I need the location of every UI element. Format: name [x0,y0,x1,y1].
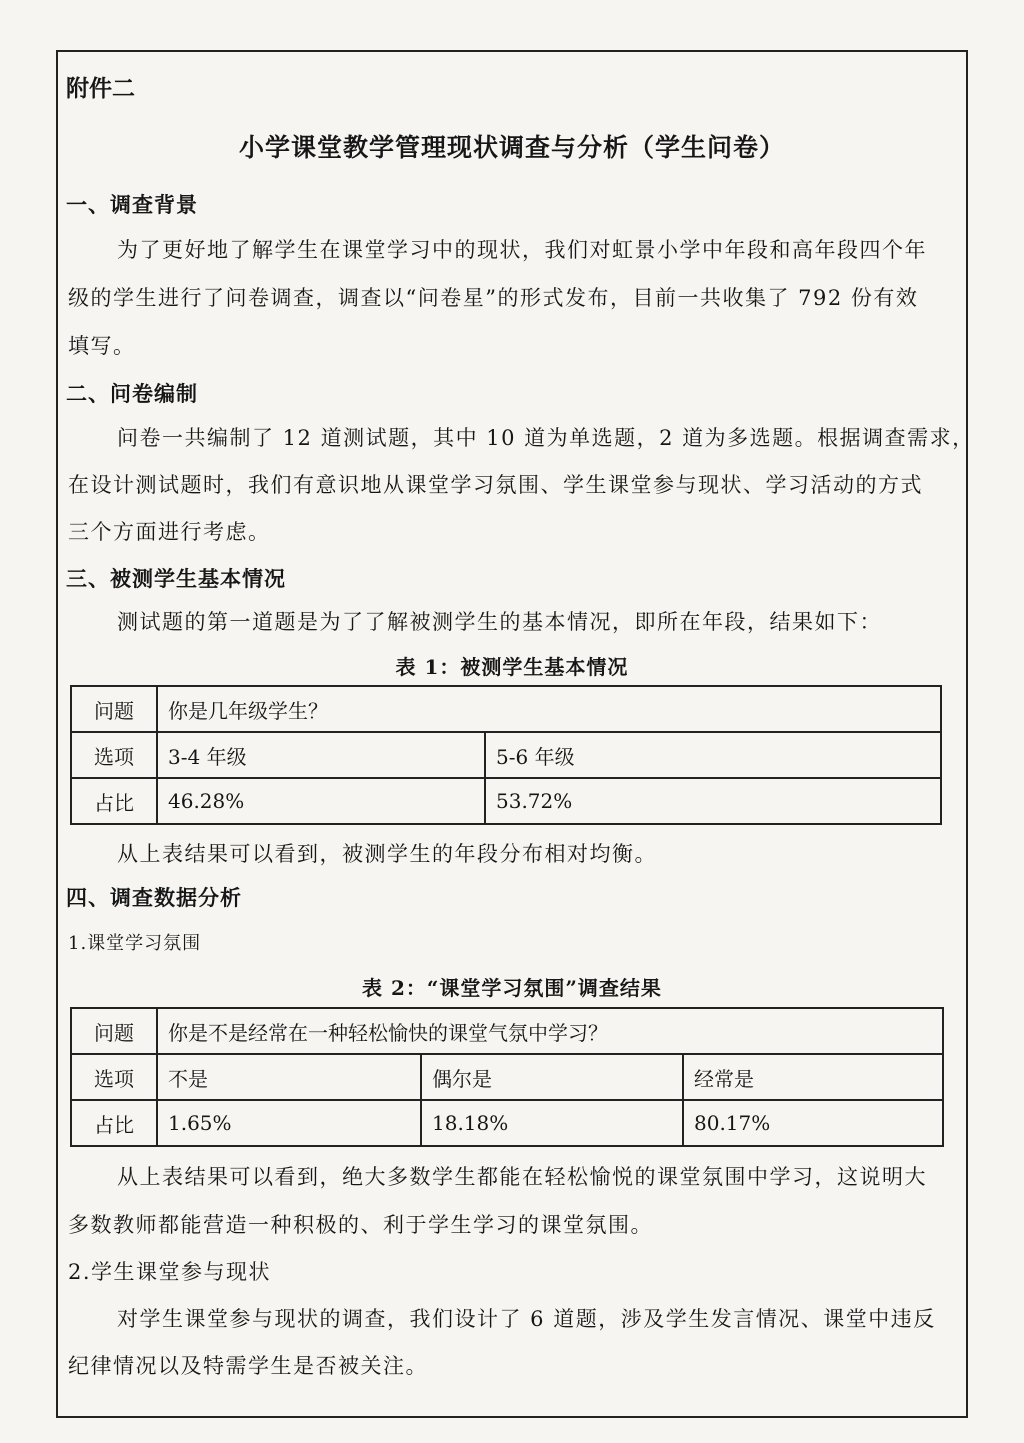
table-cell: 1.65% [157,1100,421,1146]
table-cell: 占比 [71,778,157,824]
table-cell: 5-6 年级 [485,732,941,778]
table-cell: 你是不是经常在一种轻松愉快的课堂气氛中学习？ [157,1008,943,1054]
table-row [71,732,941,778]
table-cell: 占比 [71,1100,157,1146]
table-cell: 问题 [71,686,157,732]
table-cell: 问题 [71,1008,157,1054]
table-cell: 选项 [71,1054,157,1100]
table-cell: 偶尔是 [421,1054,683,1100]
table-2-caption: 表 2：“课堂学习氛围”调查结果 [362,976,662,1000]
table-1 [70,685,942,825]
table-2-conclusion-line-1: 从上表结果可以看到，绝大多数学生都能在轻松愉悦的课堂氛围中学习，这说明大 [117,1165,927,1189]
subsection-2-heading: 2.学生课堂参与现状 [68,1260,272,1284]
table-cell: 46.28% [157,778,485,824]
section-1-line-1: 为了更好地了解学生在课堂学习中的现状，我们对虹景小学中年段和高年段四个年 [117,238,927,262]
table-1-conclusion: 从上表结果可以看到，被测学生的年段分布相对均衡。 [117,842,657,866]
table-cell: 不是 [157,1054,421,1100]
table-cell: 选项 [71,732,157,778]
section-1-heading: 一、调查背景 [66,192,198,217]
table-row [71,1008,943,1054]
table-cell: 3-4 年级 [157,732,485,778]
table-2 [70,1007,944,1147]
table-row [71,1054,943,1100]
section-1-line-2: 级的学生进行了问卷调查，调查以“问卷星”的形式发布，目前一共收集了 792 份有效 [68,286,919,310]
table-cell: 18.18% [421,1100,683,1146]
table-cell: 经常是 [683,1054,943,1100]
section-4-heading: 四、调查数据分析 [66,885,242,910]
section-3-heading: 三、被测学生基本情况 [66,566,286,591]
table-1-caption: 表 1：被测学生基本情况 [395,655,629,679]
attachment-label: 附件二 [66,75,135,102]
table-cell: 你是几年级学生？ [157,686,941,732]
subsection-2-line-2: 纪律情况以及特需学生是否被关注。 [68,1354,428,1378]
section-3-intro: 测试题的第一道题是为了了解被测学生的基本情况，即所在年段，结果如下： [117,610,882,634]
section-2-heading: 二、问卷编制 [66,381,198,406]
section-2-line-2: 在设计测试题时，我们有意识地从课堂学习氛围、学生课堂参与现状、学习活动的方式 [68,473,923,497]
subsection-2-line-1: 对学生课堂参与现状的调查，我们设计了 6 道题，涉及学生发言情况、课堂中违反 [117,1307,936,1331]
section-2-line-3: 三个方面进行考虑。 [68,520,271,544]
section-1-line-3: 填写。 [68,334,136,358]
section-2-line-1: 问卷一共编制了 12 道测试题，其中 10 道为单选题，2 道为多选题。根据调查需求， [117,426,975,450]
table-cell: 53.72% [485,778,941,824]
table-2-conclusion-line-2: 多数教师都能营造一种积极的、利于学生学习的课堂氛围。 [68,1213,653,1237]
document-title: 小学课堂教学管理现状调查与分析（学生问卷） [238,133,785,162]
table-cell: 80.17% [683,1100,943,1146]
table-row [71,778,941,824]
subsection-1-heading: 1.课堂学习氛围 [68,933,202,954]
table-row [71,1100,943,1146]
table-row [71,686,941,732]
